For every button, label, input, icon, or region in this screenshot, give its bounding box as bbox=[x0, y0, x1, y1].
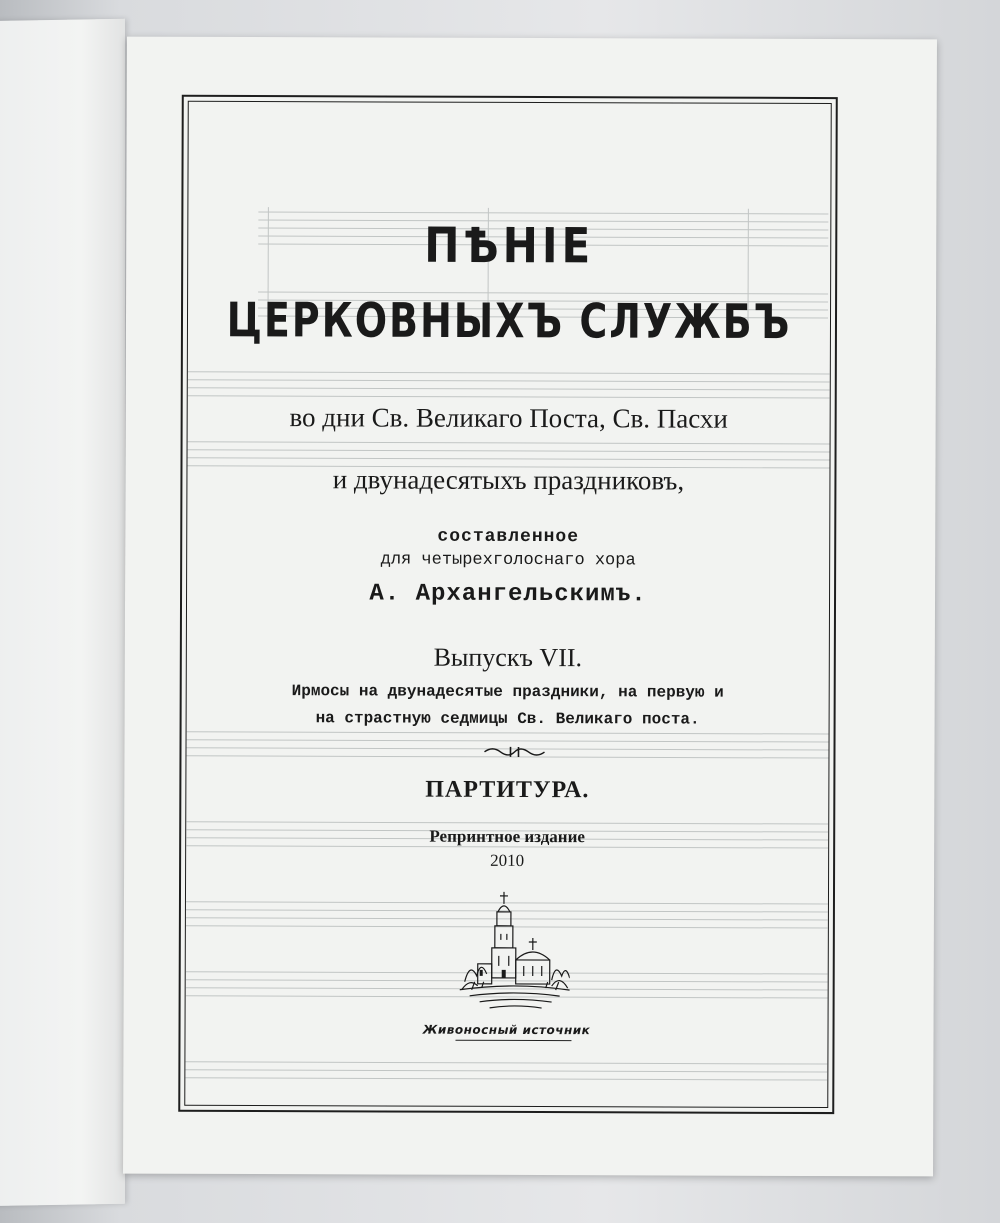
issue-description-line2: на страстную седмицы Св. Великаго поста. bbox=[315, 709, 700, 729]
format-label: ПАРТИТУРА. bbox=[425, 776, 590, 804]
church-illustration bbox=[460, 890, 570, 1020]
ornament-divider bbox=[482, 745, 546, 759]
main-title-line2: ЦЕРКОВНЫХЪ СЛУЖБЪ bbox=[226, 292, 792, 350]
publisher-underline bbox=[455, 1040, 571, 1041]
issue-description-line1: Ирмосы на двунадесятые праздники, на первую и bbox=[291, 682, 724, 702]
main-title-line1: ПѢНІЕ bbox=[424, 216, 595, 274]
compiled-label: составленное bbox=[437, 526, 580, 548]
subtitle-line2: и двунадесятыхъ праздниковъ, bbox=[332, 464, 685, 496]
subtitle-line1: во дни Св. Великаго Поста, Св. Пасхи bbox=[289, 402, 728, 434]
title-content bbox=[185, 102, 830, 1107]
frame-inner bbox=[184, 101, 832, 1108]
edition-label: Репринтное издание bbox=[429, 826, 585, 847]
edition-year: 2010 bbox=[490, 850, 525, 870]
publisher-name: Живоносный источник bbox=[422, 1022, 591, 1038]
decorative-frame bbox=[178, 95, 838, 1114]
author-name: А. Архангельскимъ. bbox=[369, 580, 647, 609]
issue-number: Выпускъ VII. bbox=[433, 642, 583, 673]
title-page bbox=[123, 37, 937, 1177]
left-page bbox=[0, 19, 125, 1207]
choir-description: для четырехголоснаго хора bbox=[380, 550, 636, 571]
